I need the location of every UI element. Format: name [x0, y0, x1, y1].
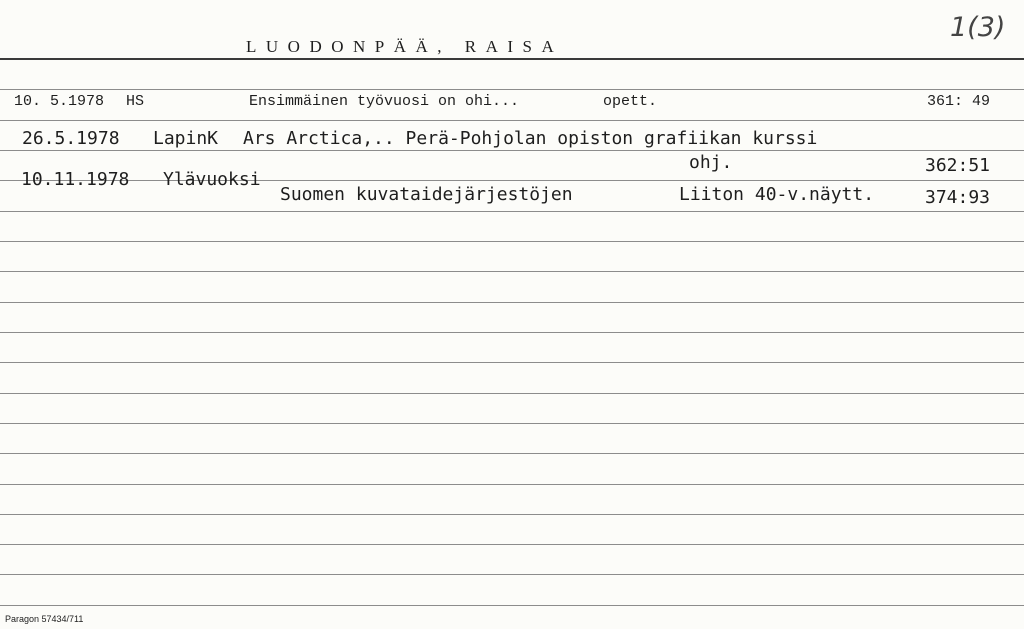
ruled-line: [0, 120, 1024, 121]
ruled-line: [0, 332, 1024, 333]
ruled-line: [0, 271, 1024, 272]
title-rule: [0, 58, 1024, 60]
entry-text: Ensimmäinen työvuosi on ohi...: [249, 93, 520, 110]
ruled-line: [0, 514, 1024, 515]
ruled-line: [0, 302, 1024, 303]
entry-note: ohj.: [689, 152, 733, 173]
entry-source: LapinK: [153, 128, 219, 149]
ruled-line: [0, 423, 1024, 424]
entry-date: 10.11.1978: [21, 169, 130, 190]
ruled-line: [0, 211, 1024, 212]
entry-ref: 361: 49: [927, 93, 991, 110]
entry-text: Ars Arctica,.. Perä-Pohjolan opiston grafiikan kurssi: [243, 128, 818, 149]
page-number: 1(3): [950, 12, 1006, 43]
ruled-line: [0, 393, 1024, 394]
entry-note: opett.: [603, 93, 658, 110]
ruled-line: [0, 150, 1024, 151]
card-title: LUODONPÄÄ, RAISA: [246, 37, 564, 56]
ruled-line: [0, 89, 1024, 90]
ruled-line: [0, 544, 1024, 545]
ruled-line: [0, 484, 1024, 485]
entry-ref: 362:51: [925, 155, 991, 176]
ruled-line: [0, 574, 1024, 575]
card-footer: Paragon 57434/711: [5, 614, 84, 624]
entry-text: Suomen kuvataidejärjestöjen: [280, 184, 573, 205]
entry-note: Liiton 40-v.näytt.: [679, 184, 875, 205]
entry-date: 10. 5.1978: [14, 93, 105, 110]
ruled-line: [0, 362, 1024, 363]
entry-source: HS: [126, 93, 145, 110]
ruled-line: [0, 241, 1024, 242]
ruled-line: [0, 180, 1024, 181]
ruled-line: [0, 453, 1024, 454]
entry-source: Ylävuoksi: [163, 169, 261, 190]
ruled-line: [0, 605, 1024, 606]
entry-date: 26.5.1978: [22, 128, 120, 149]
entry-ref: 374:93: [925, 187, 991, 208]
